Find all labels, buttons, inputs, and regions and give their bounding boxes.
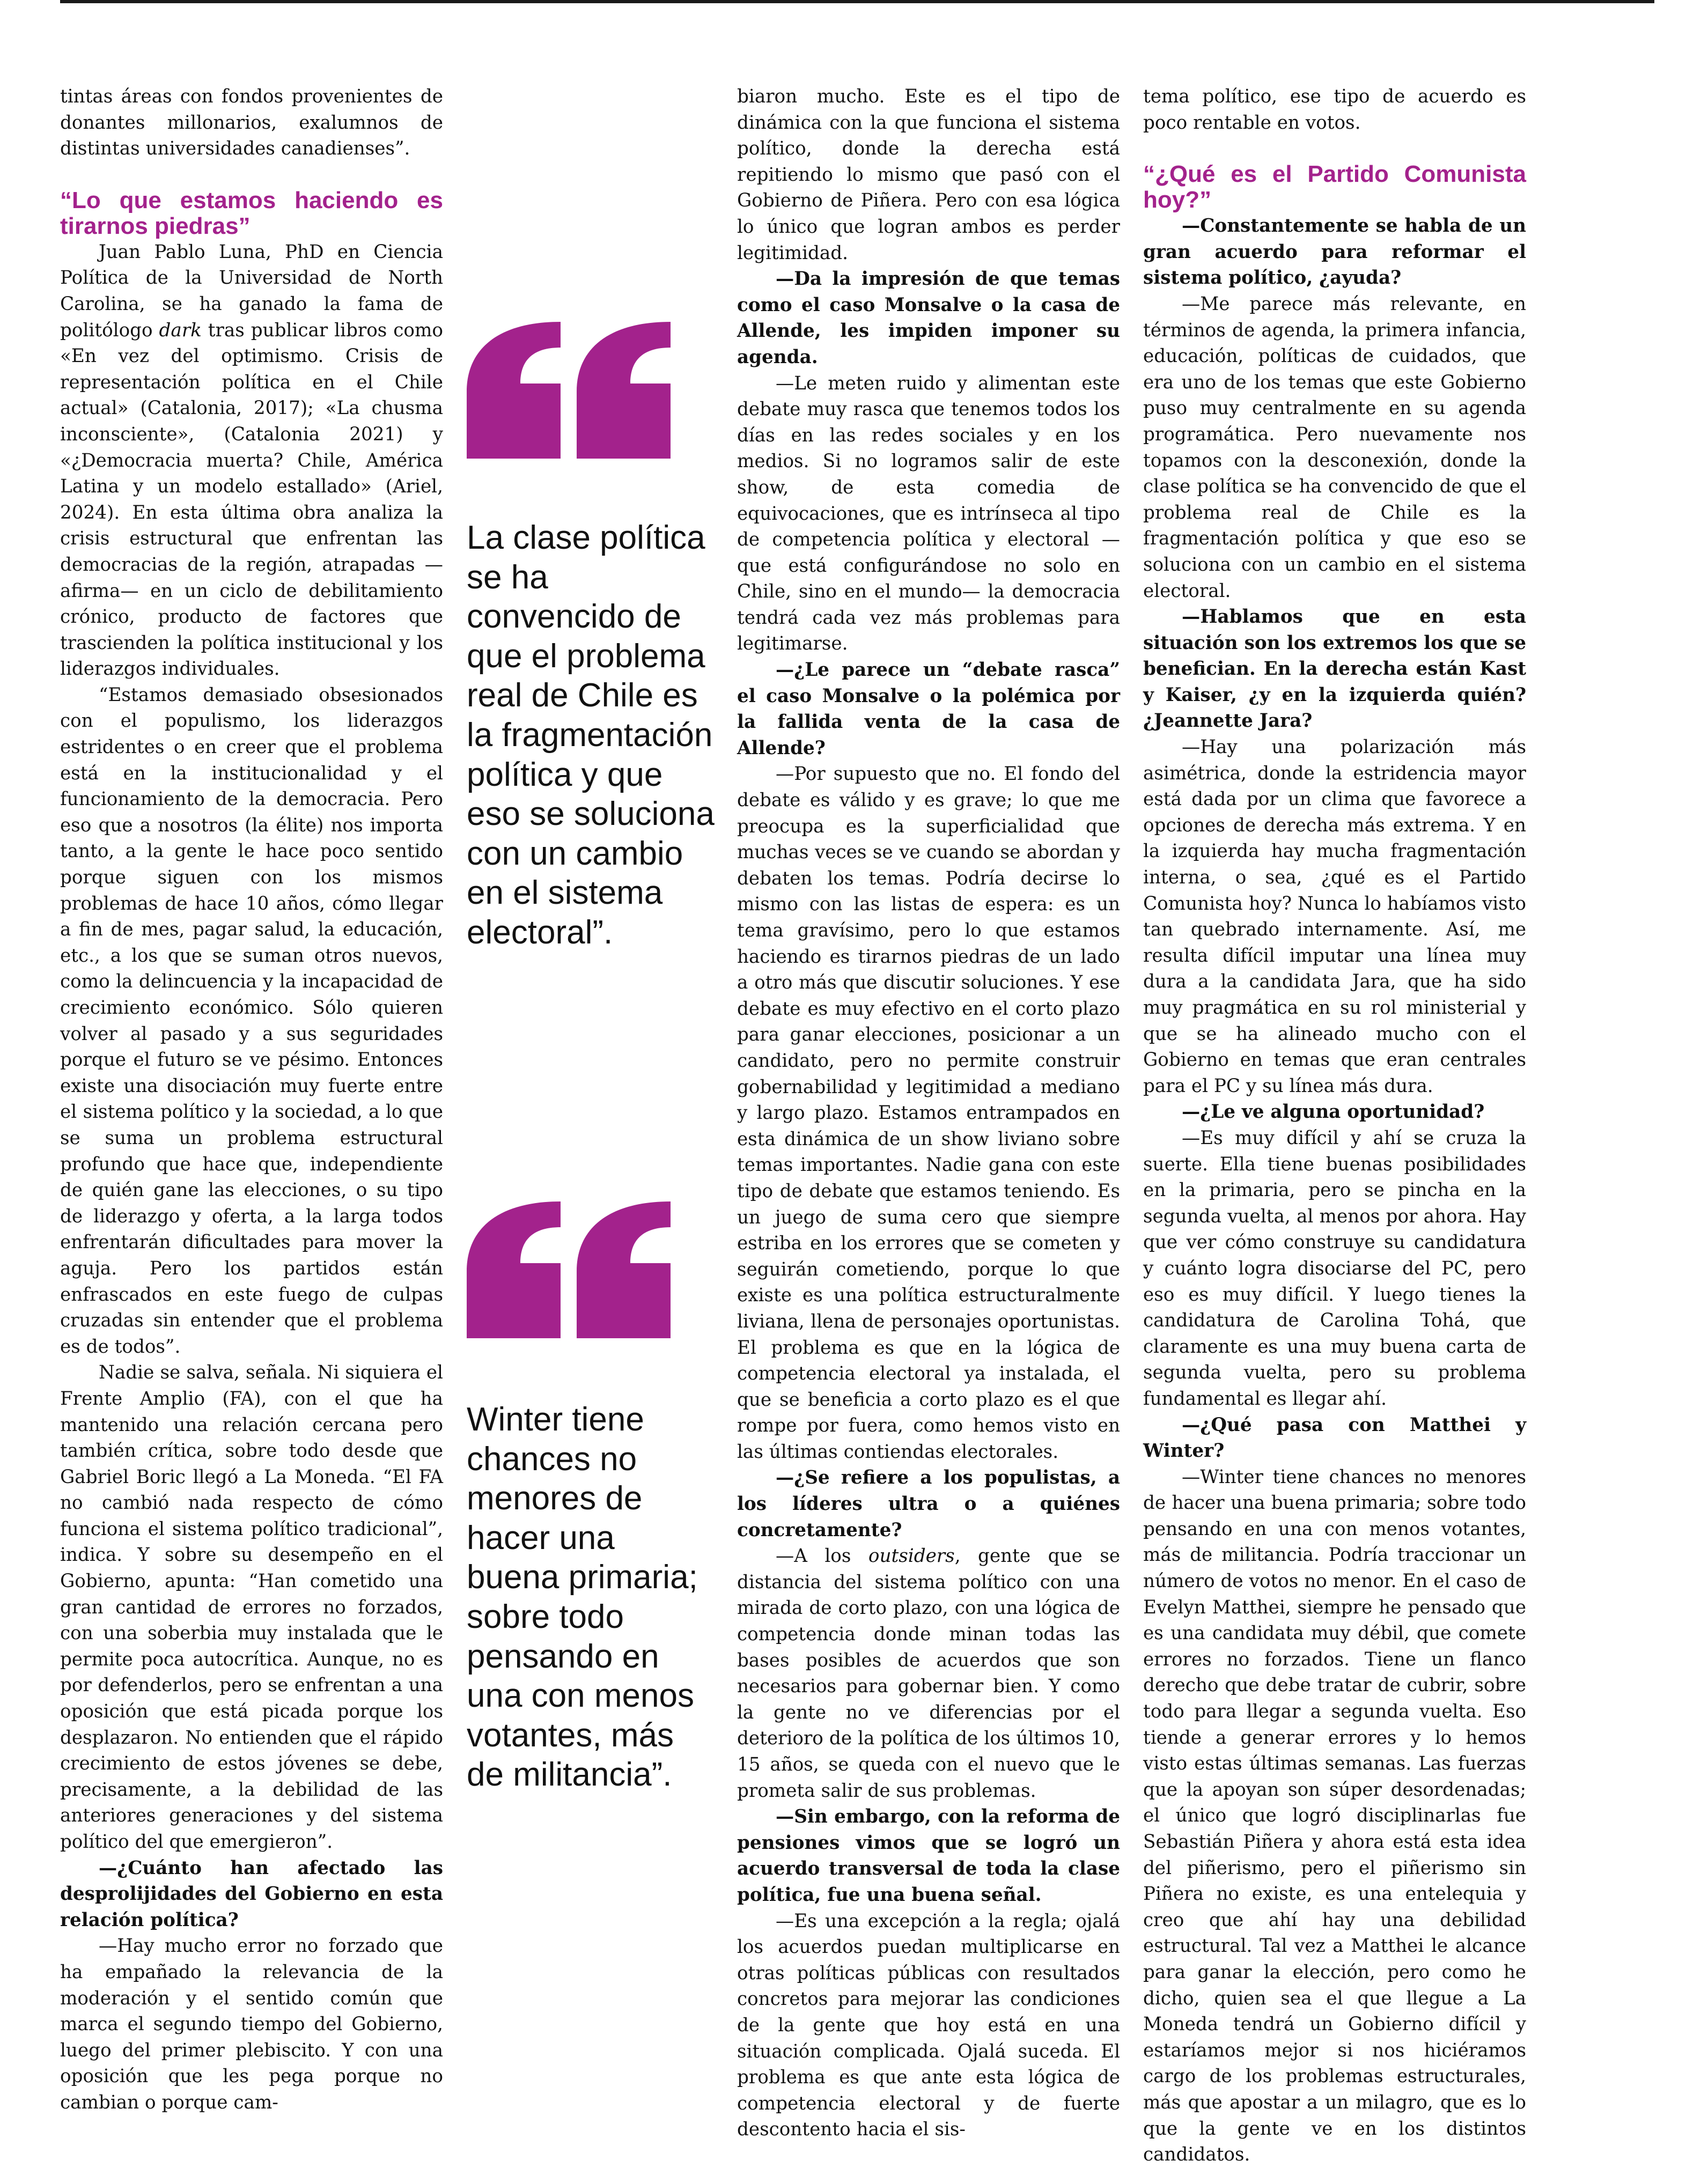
interview-question: —Da la impresión de que temas como el caso Monsalve o la casa de Allende, les impiden imponer su agenda. [737,268,1120,368]
interview-question: —¿Le parece un “debate rasca” el caso Monsalve o la polémica por la fallida venta de la casa de Allende? [737,659,1120,759]
interview-question: —¿Cuánto han afectado las desprolijidades del Gobierno en esta relación política? [60,1857,443,1931]
subheading: “¿Qué es el Partido Comunista hoy?” [1143,161,1526,213]
paragraph: biaron mucho. Este es el tipo de dinámica con la que funciona el sistema político, donde la derecha está repitiendo lo mismo que pasó con el Gobierno de Piñera. Pero con esa lógica lo único que logran ambos es perder legitimidad. [737,86,1120,264]
paragraph: Juan Pablo Luna, PhD en Ciencia Política de la Universidad de North Carolina, se ha ganado la fama de politólogo dark tras publicar libros como «En vez del optimismo. Crisis de representación política en el Chile actual» (Catalonia, 2017); «La chusma inconsciente», (Catalonia 2021) y «¿Democracia muerta? Chile, América Latina y un modelo estallado» (Ariel, 2024). En esta última obra analiza la crisis estructural que enfrentan las democracias de la región, atrapadas —afirma— en un ciclo de debilitamiento crónico, producto de factores que trascienden la política institucional y los liderazgos individuales. [60,241,443,680]
paragraph: —A los outsiders, gente que se distancia del sistema político con una mirada de corto plazo, con una lógica de competencia donde minan todas las bases posibles de acuerdos que son necesarios para gobernar bien. Y como la gente no ve diferencias por el deterioro de la política de los últimos 10, 15 años, se queda con el nuevo que le prometa salir de sus problemas. [737,1545,1120,1802]
interview-question: —Constantemente se habla de un gran acuerdo para reformar el sistema político, ¿ayuda? [1143,215,1526,289]
paragraph: “Estamos demasiado obsesionados con el populismo, los liderazgos estridentes o en creer que el problema está en la institucionalidad y el funcionamiento de la democracia. Pero eso que a nosotros (la élite) nos importa tanto, a la gente le hace poco sentido porque siguen con los mismos problemas de hace 10 años, cómo llegar a fin de mes, pagar salud, la educación, etc., a los que se suman otros nuevos, como la delincuencia y la incapacidad de crecimiento económico. Sólo quieren volver al pasado y a sus seguridades porque el futuro se ve pésimo. Entonces existe una disociación muy fuerte entre el sistema político y la sociedad, a lo que se suma un problema estructural profundo que hace que, independiente de quién gane las elecciones, o su tipo de liderazgo y oferta, a la larga todos enfrentarán dificultades para mover la aguja. Pero los partidos están enfrascados en este fuego de culpas cruzadas sin entender que el problema es de todos”. [60,684,443,1358]
quote-mark-icon [467,322,671,461]
interview-question: —¿Le ve alguna oportunidad? [1182,1101,1485,1123]
subheading: “Lo que estamos haciendo es tirarnos piedras” [60,187,443,239]
italic-word: dark [159,319,202,341]
paragraph: —Es una excepción a la regla; ojalá los acuerdos puedan multiplicarse en otras políticas públicas con resultados concretos para mejorar las condiciones de la gente que hoy está en una situación complicada. Ojalá suceda. El problema es que ante esta lógica de competencia electoral y de fuerte descontento hacia el sis- [737,1910,1120,2141]
pull-quote-1: La clase política se ha convencido de que el problema real de Chile es la fragmentación política y que eso se soluciona con un cambio en el sistema electoral”. [467,519,715,951]
paragraph: —Hay una polarización más asimétrica, donde la estridencia mayor está dada por un clima que favorece a opciones de derecha más extrema. Y en la izquierda hay mucha fragmentación interna, o sea, ¿qué es el Partido Comunista hoy? Nunca lo habíamos visto tan quebrado internamente. Así, me resulta difícil imputar una línea muy dura a la candidata Jara, que ha sido muy pragmática en su rol ministerial y que se ha alineado mucho con el Gobierno en temas que eran centrales para el PC y su línea más dura. [1143,736,1526,1097]
quote-mark-icon [467,1201,671,1341]
paragraph: —Hay mucho error no forzado que ha empañado la relevancia de la moderación y el sentido común que marca el segundo tiempo del Gobierno, luego del primer plebiscito. Y con una oposición que les pega porque no cambian o porque cam- [60,1935,443,2113]
paragraph: —Le meten ruido y alimentan este debate muy rasca que tenemos todos los días en las redes sociales y en los medios. Si no logramos salir de este show, de esta comedia de equivocaciones, que es intrínseca al tipo de competencia política y electoral —que está configurándose no solo en Chile, sino en el mundo— la democracia tendrá cada vez más problemas para legitimarse. [737,372,1120,655]
paragraph: —Por supuesto que no. El fondo del debate es válido y es grave; lo que me preocupa es la superficialidad que muchas veces se ve cuando se abordan y debaten los temas. Podría decirse lo mismo con las listas de espera: es un tema gravísimo, pero lo que estamos haciendo es tirarnos piedras de un lado a otro más que discutir soluciones. Y ese debate es muy efectivo en el corto plazo para ganar elecciones, posicionar a un candidato, pero no permite construir gobernabilidad y legitimidad a mediano y largo plazo. Estamos entrampados en esta dinámica de un show liviano sobre temas importantes. Nadie gana con este tipo de debate que estamos teniendo. Es un juego de suma cero que siempre estriba en los errores que se cometen y seguirán cometiendo, porque lo que existe es una política estructuralmente liviana, llena de personajes oportunistas. El problema es que en la lógica de competencia electoral ya instalada, el que se beneficia a corto plazo es el que rompe por fuera, como hemos visto en las últimas contiendas electorales. [737,763,1120,1463]
paragraph: —Es muy difícil y ahí se cruza la suerte. Ella tiene buenas posibilidades en la primaria, pero se pincha en la segunda vuelta, al menos por ahora. Hay que ver cómo construye su candidatura y cuánto logra disociarse del PC, pero eso es muy difícil. Y luego tienes la candidatura de Carolina Tohá, que claramente es una muy buena carta de segunda vuelta, pero su problema fundamental es llegar ahí. [1143,1127,1526,1410]
italic-word: outsiders [868,1545,955,1567]
pull-quote-2: Winter tiene chances no menores de hacer una buena primaria; sobre todo pensando en una con menos votantes, más de militancia”. [467,1401,698,1794]
interview-question: —Sin embargo, con la reforma de pensiones vimos que se logró un acuerdo transversal de toda la clase política, fue una buena señal. [737,1806,1120,1906]
interview-question: —¿Qué pasa con Matthei y Winter? [1143,1414,1526,1462]
paragraph: —Me parece más relevante, en términos de agenda, la primera infancia, educación, políticas de cuidados, que era uno de los temas que este Gobierno puso muy centralmente en su agenda programática. Pero nuevamente nos topamos con la desconexión, donde la clase política se ha convencido de que el problema real de Chile es la fragmentación política y que eso se soluciona con un cambio en el sistema electoral. [1143,293,1526,602]
article-column-1 [60,84,443,2116]
paragraph: tema político, ese tipo de acuerdo es poco rentable en votos. [1143,86,1526,134]
article-column-3 [737,84,1120,2143]
interview-question: —Hablamos que en esta situación son los extremos los que se benefician. En la derecha están Kast y Kaiser, ¿y en la izquierda quién? ¿Jeannette Jara? [1143,606,1526,732]
paragraph: tintas áreas con fondos provenientes de donantes millonarios, exalumnos de distintas universidades canadienses”. [60,86,443,160]
interview-question: —¿Se refiere a los populistas, a los líderes ultra o a quiénes concretamente? [737,1467,1120,1541]
top-rule [60,0,1654,3]
article-column-4 [1143,84,1526,2168]
paragraph: Nadie se salva, señala. Ni siquiera el Frente Amplio (FA), con el que ha mantenido una relación cercana pero también crítica, sobre todo desde que Gabriel Boric llegó a La Moneda. “El FA no cambió nada respecto de cómo funciona el sistema político tradicional”, indica. Y sobre su desempeño en el Gobierno, apunta: “Han cometido una gran cantidad de errores no forzados, con una soberbia muy instalada que le permite poca autocrítica. Aunque, no es por defenderlos, pero se enfrentan a una oposición que está picada porque los desplazaron. No entienden que el rápido crecimiento de estos jóvenes se debe, precisamente, a la debilidad de las anteriores generaciones y del sistema político del que emergieron”. [60,1362,443,1853]
paragraph: —Winter tiene chances no menores de hacer una buena primaria; sobre todo pensando en una con menos votantes, más de militancia. Podría traccionar un número de votos no menor. En el caso de Evelyn Matthei, siempre he pensado que es una candidata muy débil, que comete errores no forzados. Tiene un flanco derecho que debe tratar de cubrir, sobre todo para llegar a segunda vuelta. Eso tiende a generar errores y lo hemos visto estas últimas semanas. Las fuerzas que la apoyan son súper desordenadas; el único que logró disciplinarlas fue Sebastián Piñera y ahora está esta idea del piñerismo, pero el piñerismo sin Piñera no existe, es una entelequia y creo que ahí hay una debilidad estructural. Tal vez a Matthei le alcance para ganar la elección, pero como he dicho, quien sea el que llegue a La Moneda tendrá un Gobierno difícil y estaríamos mejor si nos hiciéramos cargo de los problemas estructurales, más que apostar a un milagro, que es lo que la gente ve en los distintos candidatos. [1143,1466,1526,2166]
